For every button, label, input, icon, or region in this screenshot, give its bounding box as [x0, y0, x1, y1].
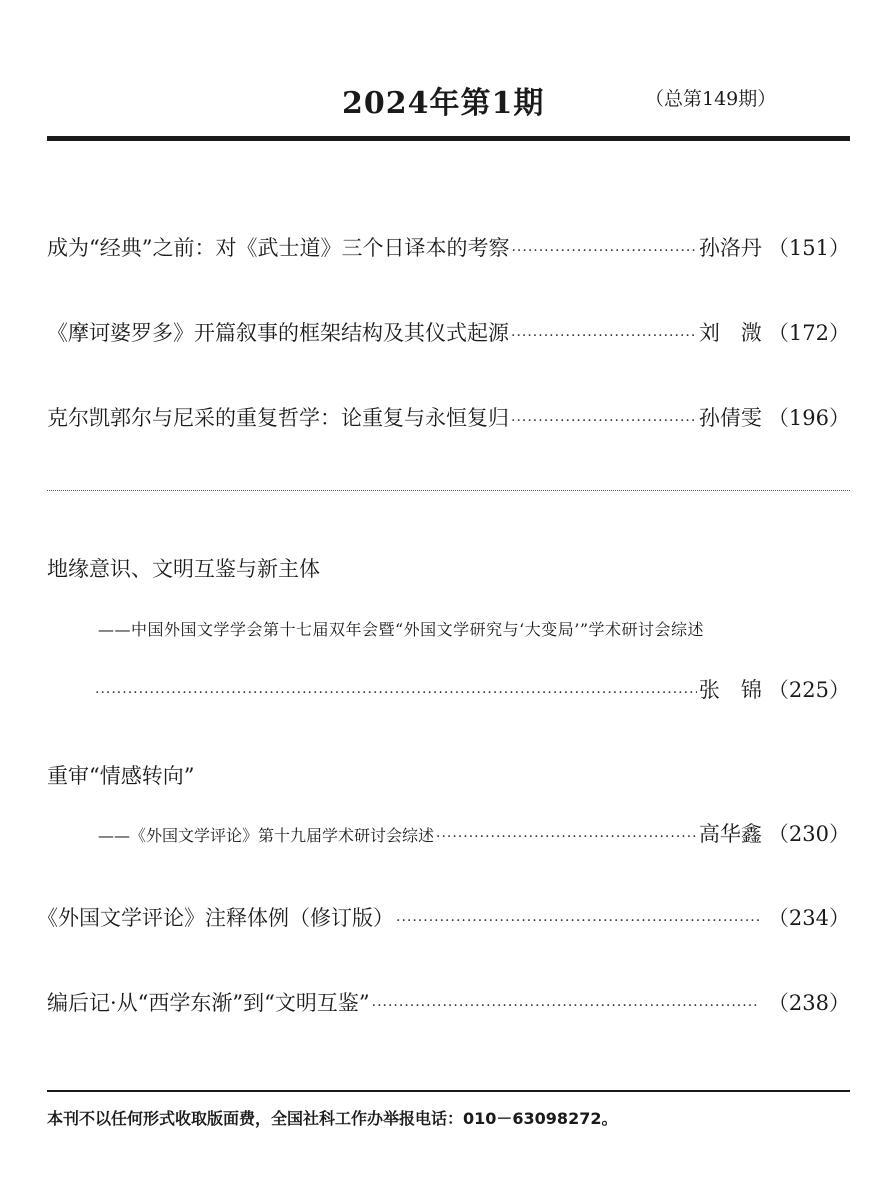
dot-leader [95, 685, 697, 701]
toc-entry-page: （225） [767, 678, 850, 702]
toc-entry-page: （196） [767, 406, 850, 430]
toc-entry[interactable] [37, 902, 850, 932]
toc-entry[interactable] [93, 674, 850, 704]
toc-entry[interactable] [47, 987, 850, 1017]
toc-entry[interactable] [47, 402, 850, 432]
toc-entry-title: 克尔凯郭尔与尼采的重复哲学：论重复与永恒复归 [47, 406, 509, 430]
toc-entry-author: 高华鑫 [698, 822, 762, 846]
toc-entry-author: 刘 溦 [698, 321, 762, 345]
toc-entry[interactable] [47, 317, 850, 347]
dot-leader [372, 998, 760, 1014]
toc-entry[interactable] [98, 818, 850, 848]
review-subtitle: ——《外国文学评论》第十九届学术研讨会综述 [98, 826, 435, 845]
toc-entry-page: （172） [767, 321, 850, 345]
review-title[interactable]: 地缘意识、文明互鉴与新主体 [47, 557, 320, 581]
dot-leader [511, 413, 697, 429]
toc-entry-page: （234） [767, 906, 850, 930]
toc-entry-page: （238） [767, 991, 850, 1015]
toc-entry[interactable] [47, 232, 850, 262]
toc-entry-title: 成为“经典”之前：对《武士道》三个日译本的考察 [47, 236, 510, 260]
footer-rule [47, 1090, 850, 1092]
toc-entry-title: 《摩诃婆罗多》开篇叙事的框架结构及其仪式起源 [47, 321, 509, 345]
issue-title: 2024年第1期 [342, 86, 545, 121]
toc-entry-page: （230） [767, 822, 850, 846]
dot-leader [511, 243, 696, 259]
total-issue-number: （总第149期） [645, 88, 777, 110]
footer-note: 本刊不以任何形式收取版面费，全国社科工作办举报电话：010－63098272。 [47, 1109, 618, 1128]
section-divider [47, 490, 850, 491]
toc-entry-author: 孙洛丹 [698, 236, 762, 260]
dot-leader [511, 328, 697, 344]
toc-entry-title: 《外国文学评论》注释体例（修订版） [37, 906, 394, 930]
review-title[interactable]: 重审“情感转向” [47, 764, 195, 788]
dot-leader [436, 829, 697, 845]
header-rule [47, 136, 850, 141]
toc-entry-title: 编后记·从“西学东渐”到“文明互鉴” [47, 991, 370, 1015]
dot-leader [396, 913, 760, 929]
toc-entry-author: 张 锦 [698, 678, 762, 702]
toc-entry-page: （151） [767, 236, 850, 260]
review-subtitle: ——中国外国文学学会第十七届双年会暨“外国文学研究与‘大变局’”学术研讨会综述 [98, 620, 705, 639]
toc-entry-author: 孙倩雯 [698, 406, 762, 430]
